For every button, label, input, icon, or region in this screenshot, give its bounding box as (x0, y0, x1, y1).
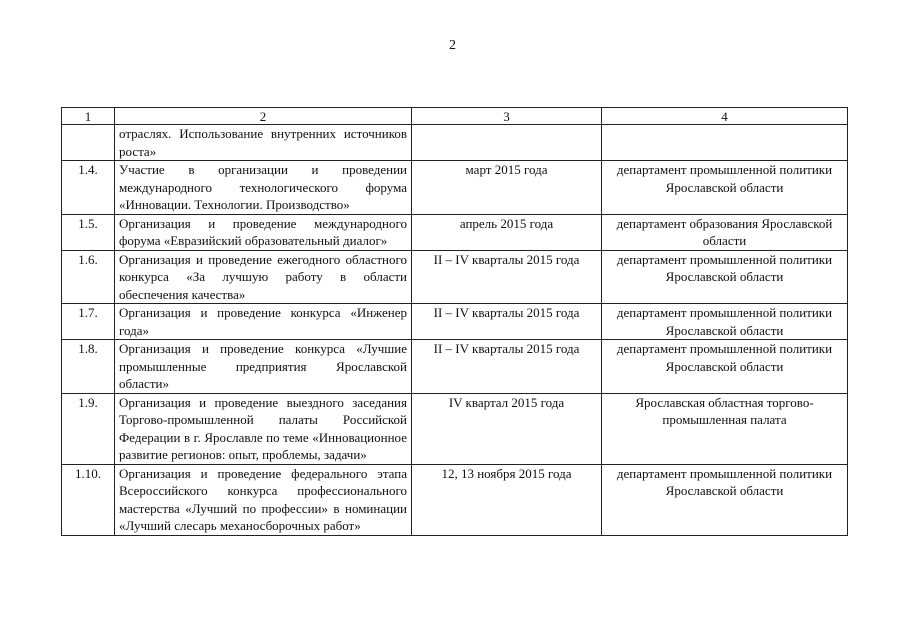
event-date: 12, 13 ноября 2015 года (412, 464, 602, 535)
table-row (62, 250, 848, 304)
event-date: II – IV кварталы 2015 года (412, 340, 602, 394)
event-date: II – IV кварталы 2015 года (412, 304, 602, 340)
event-description: Организация и проведение федерального этапа Всероссийского конкурса профессионального мастерства «Лучший по профессии» в номинации «Лучший слесарь механосборочных работ» (115, 464, 412, 535)
responsible-party: департамент образования Ярославской области (602, 214, 848, 250)
table-row (62, 214, 848, 250)
table-row (62, 304, 848, 340)
column-header-1: 1 (62, 108, 115, 125)
table-row (62, 340, 848, 394)
event-description: Организация и проведение конкурса «Лучшие промышленные предприятия Ярославской области» (115, 340, 412, 394)
table-row (62, 393, 848, 464)
event-description: Организация и проведение конкурса «Инженер года» (115, 304, 412, 340)
row-number: 1.4. (62, 161, 115, 215)
event-description: отраслях. Использование внутренних источников роста» (115, 125, 412, 161)
row-number: 1.9. (62, 393, 115, 464)
event-date: IV квартал 2015 года (412, 393, 602, 464)
responsible-party: департамент промышленной политики Ярославской области (602, 304, 848, 340)
row-number: 1.6. (62, 250, 115, 304)
responsible-party: Ярославская областная торгово-промышленная палата (602, 393, 848, 464)
row-number (62, 125, 115, 161)
row-number: 1.10. (62, 464, 115, 535)
responsible-party: департамент промышленной политики Ярославской области (602, 464, 848, 535)
event-description: Организация и проведение международного форума «Евразийский образовательный диалог» (115, 214, 412, 250)
table-row (62, 464, 848, 535)
responsible-party: департамент промышленной политики Ярославской области (602, 340, 848, 394)
event-date (412, 125, 602, 161)
row-number: 1.8. (62, 340, 115, 394)
event-date: II – IV кварталы 2015 года (412, 250, 602, 304)
responsible-party: департамент промышленной политики Ярославской области (602, 161, 848, 215)
column-header-4: 4 (602, 108, 848, 125)
responsible-party: департамент промышленной политики Ярославской области (602, 250, 848, 304)
events-table (61, 107, 848, 536)
event-description: Организация и проведение выездного заседания Торгово-промышленной палаты Российской Федерации в г. Ярославле по теме «Инновационное развитие регионов: опыт, проблемы, задачи» (115, 393, 412, 464)
event-description: Организация и проведение ежегодного областного конкурса «За лучшую работу в области обеспечения качества» (115, 250, 412, 304)
table-row (62, 161, 848, 215)
column-header-2: 2 (115, 108, 412, 125)
table-header-row (62, 108, 848, 125)
responsible-party (602, 125, 848, 161)
event-date: март 2015 года (412, 161, 602, 215)
event-description: Участие в организации и проведении международного технологического форума «Инновации. Технологии. Производство» (115, 161, 412, 215)
event-date: апрель 2015 года (412, 214, 602, 250)
page-number: 2 (449, 38, 456, 53)
table-row (62, 125, 848, 161)
row-number: 1.5. (62, 214, 115, 250)
column-header-3: 3 (412, 108, 602, 125)
row-number: 1.7. (62, 304, 115, 340)
